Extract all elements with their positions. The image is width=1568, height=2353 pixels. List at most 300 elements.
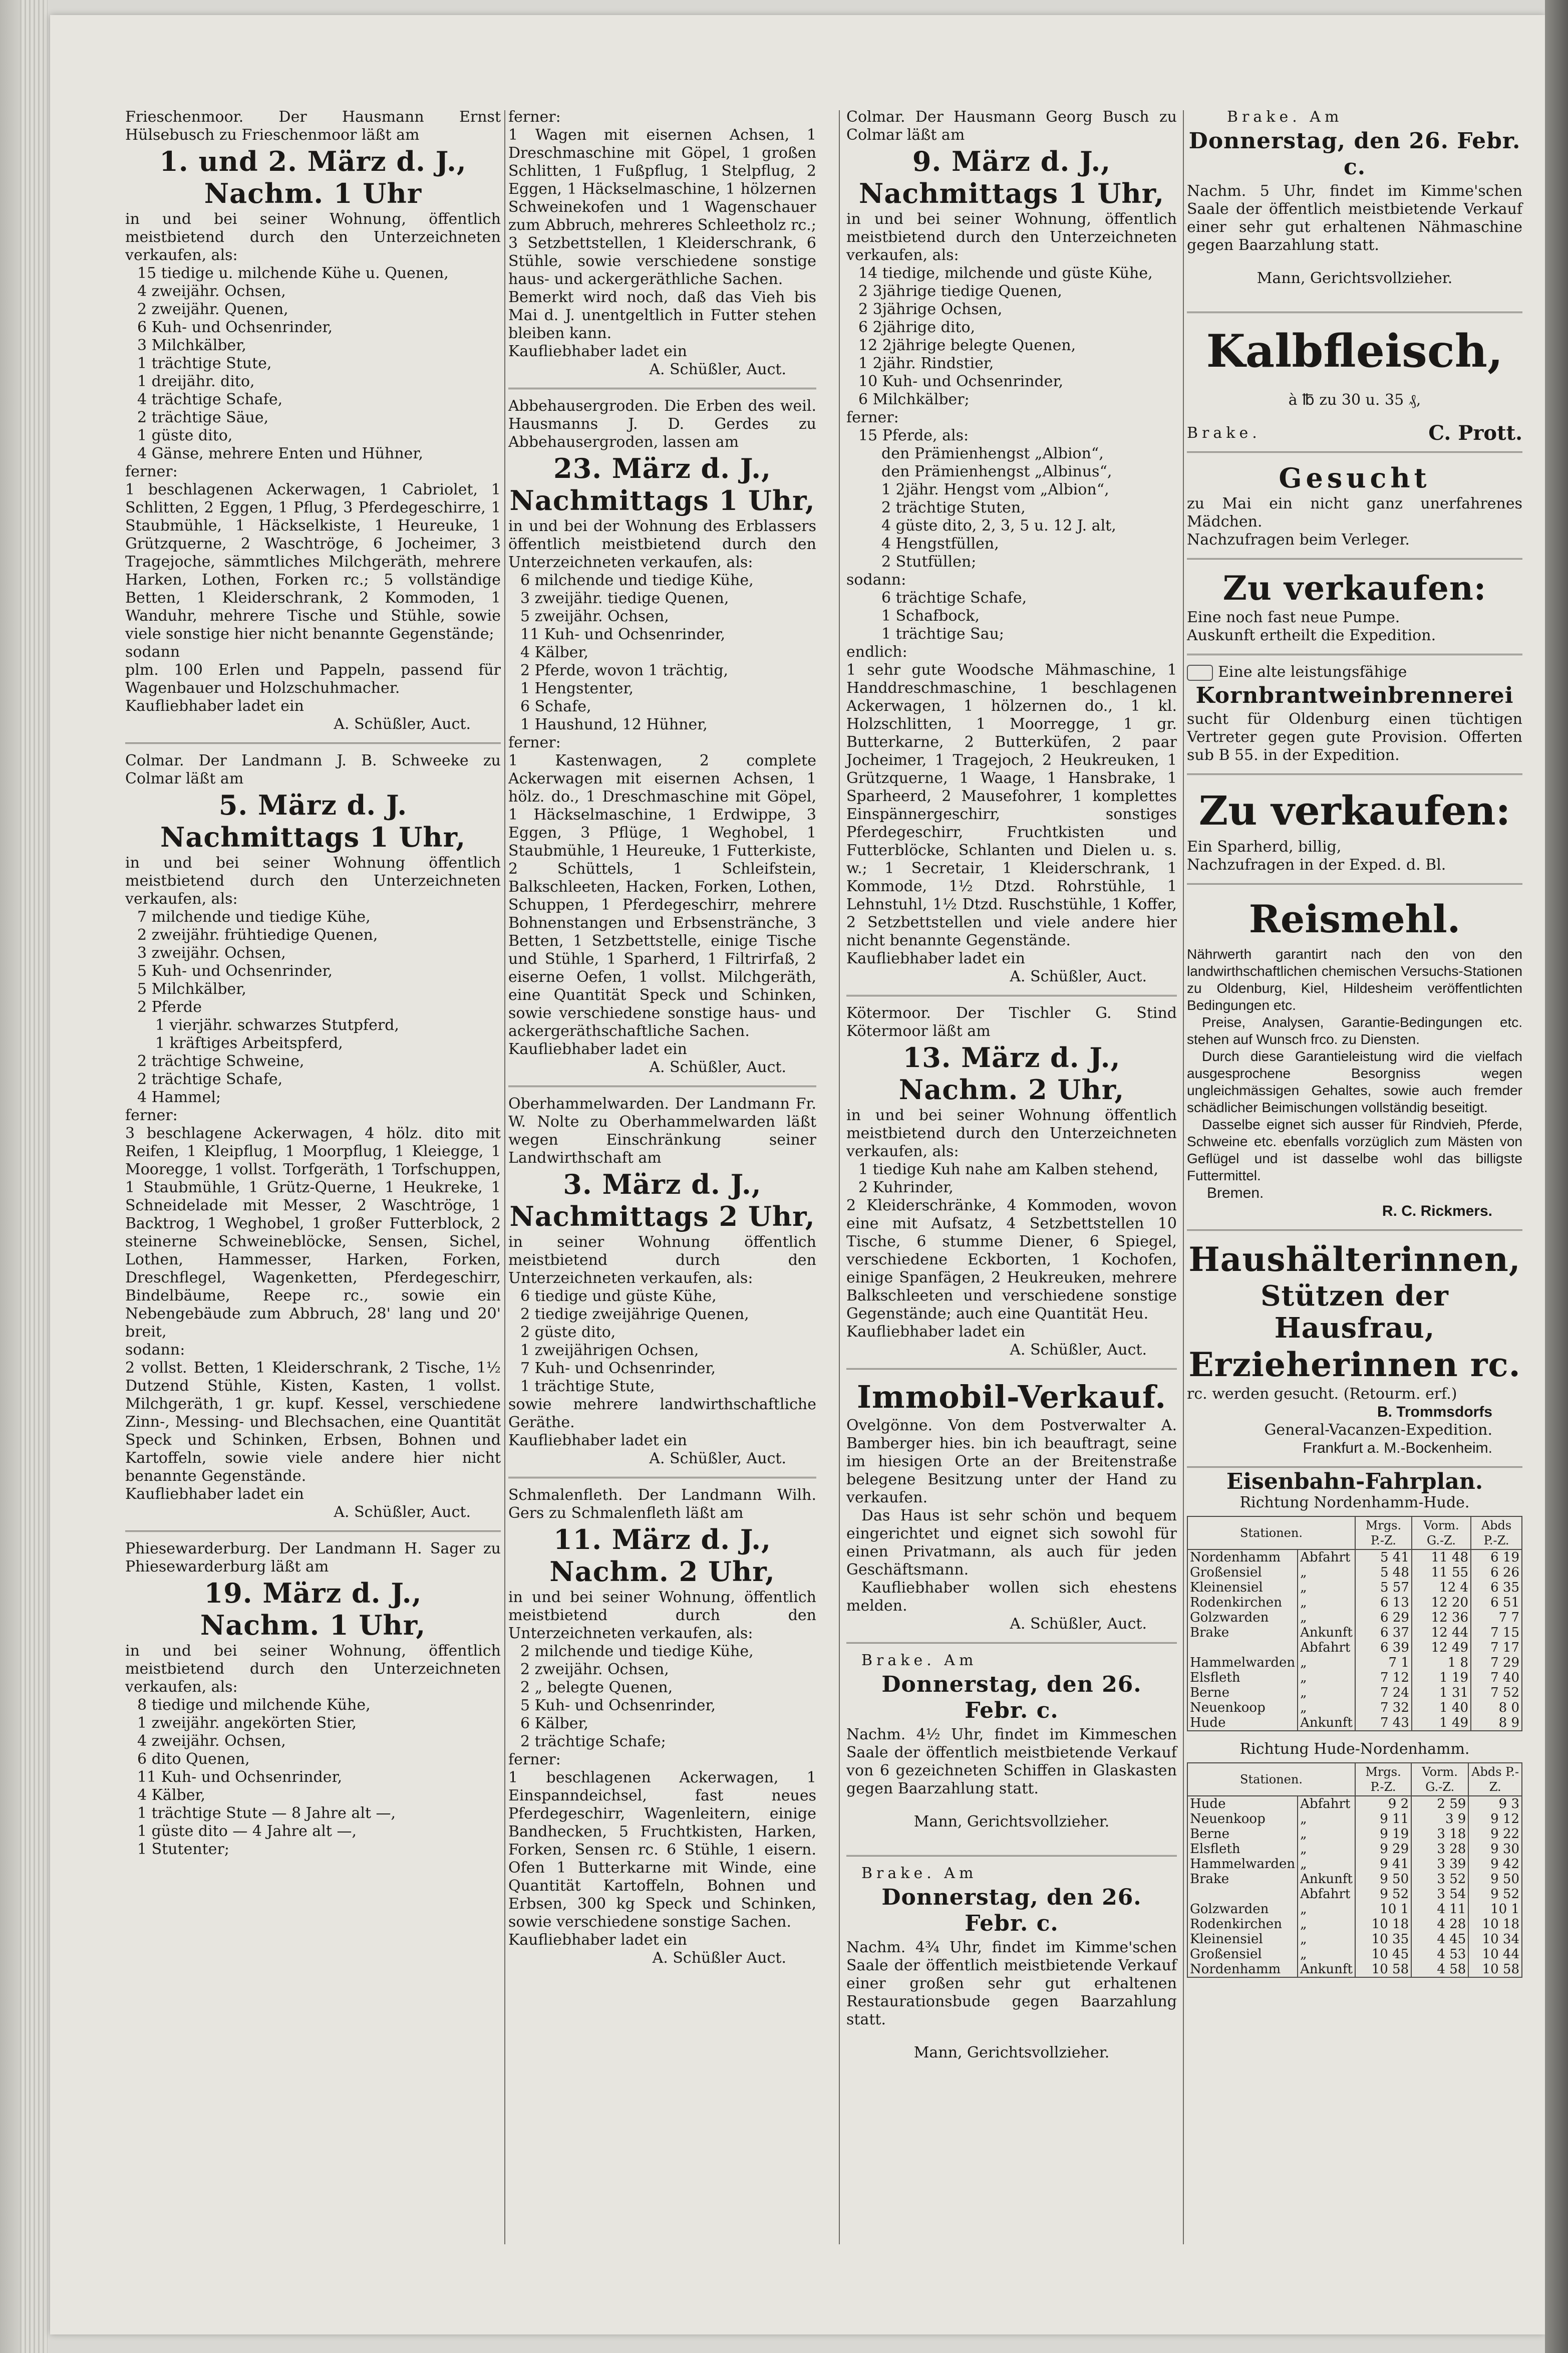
list-item: 6 Kuh- und Ochsenrinder, [137,319,333,336]
departure-time: 12 44 [1412,1625,1471,1640]
timetable-table [1187,1516,1522,1731]
ferner-label: ferner: [508,734,561,751]
ad-rest: 2 Kleiderschränke, 4 Kommoden, wovon eine mit Aufsatz, 4 Setzbettstellen 10 Tische, 6 stumme Diener, 6 Spiegel, verschiedene Eckborten, 1 Kochofen, einige Spanfägen, 2 Heukreuken, mehrere Balkschleeten und verschiedene sonstige Gegenstände; auch eine Quantität Heu. [846,1197,1177,1323]
table-row [1187,1549,1522,1565]
station-name: Elsfleth [1187,1670,1298,1685]
column-header: Abds P.-Z. [1471,1516,1522,1549]
table-row [1187,1715,1522,1731]
ad-time: Nachmittags 1 Uhr, [160,821,466,853]
ad-closing: Kaufliebhaber ladet ein [508,1931,687,1949]
list-item: 2 zweijähr. Ochsen, [520,1661,669,1678]
page-shadow-edge [1545,0,1568,2353]
departure-time: 5 41 [1355,1549,1412,1565]
arrival-departure: Ankunft [1298,1872,1355,1887]
list-item: 2 tiedige zweijährige Quenen, [520,1305,749,1323]
departure-time: 9 52 [1468,1887,1522,1902]
ad-time: Nachmittags 1 Uhr, [509,484,815,516]
ad-time: Nachm. 2 Uhr, [549,1555,775,1588]
station-name: Großensiel [1187,1565,1298,1580]
column-header: Stationen. [1187,1763,1355,1796]
station-name [1187,1640,1298,1655]
table-row [1187,1640,1522,1655]
timetable-body [1187,1796,1522,1977]
list-item: 4 Kälber, [137,1786,206,1804]
departure-time: 4 45 [1411,1932,1468,1947]
arrival-departure: „ [1298,1842,1355,1857]
list-item: 2 trächtige Säue, [137,409,269,426]
departure-time: 1 49 [1412,1715,1471,1731]
ad-date: 5. März d. J. [218,789,408,821]
departure-time: 7 32 [1355,1700,1412,1715]
arrival-departure: „ [1298,1947,1355,1962]
list-item: 2 trächtige Schafe, [137,1071,283,1088]
distillery-ad [1187,660,1522,775]
arrival-departure: „ [1298,1700,1355,1715]
column-1 [125,105,501,2259]
ad-time: Nachm. 1 Uhr [204,177,422,209]
arrival-departure: „ [1298,1811,1355,1826]
ad-signature: Frankfurt a. M.-Bockenheim. [1303,1440,1492,1456]
ad-ferner: 1 beschlagenen Ackerwagen, 1 Einspanndeichsel, fast neues Pferdegeschirr, Wagenleitern, einige Bandhecken, 5 Fruchtkisten, Harken, Forken, Sensen rc. 6 Stühle, 1 eisern. Ofen 1 Butterkarne mit Winde, eine Quantität Kartoffeln, Bohnen und Erbsen, 300 kg Speck und Schinken, sowie verschiedene sonstige Sachen. [508,1769,816,1931]
departure-time: 12 4 [1412,1580,1471,1595]
list-item: 4 trächtige Schafe, [137,391,283,408]
ad-endlich: 1 sehr gute Woodsche Mähmaschine, 1 Handdreschmaschine, 1 beschlagenen Ackerwagen, 1 hölzernen do., 1 kl. Holzschlitten, 1 Moorregge, 1 gr. Butterkarne, 2 Butterküfen, 2 paar Jocheimer, 1 Tragejoch, 2 Heukreuken, 1 Grützquerne, 1 Waage, 1 Hansbrake, 1 Sparheerd, 2 Mausefohrer, 1 komplettes Einspännergeschirr, sonstiges Pferdegeschirr, Fruchtkisten und Futterblöcke, Schlanten und Dielen u. s. w.; 1 Secretair, 1 Kleiderschrank, 1 Kommode, 1½ Dtzd. Rohrstühle, 1 Lehnstuhl, 1½ Dtzd. Ruschstühle, 1 Koffer, 2 Setzbettstellen und viele andere hier nicht benannte Gegenstände. [846,661,1177,949]
ad-ferner: 1 beschlagenen Ackerwagen, 1 Cabriolet, 1 Schlitten, 2 Eggen, 1 Pflug, 3 Pferdegeschirre, 1 Staubmühle, 1 Häckselkiste, 1 Heureuke, 1 Grützquerne, 2 Waschtröge, 6 Jocheimer, 3 Tragejoche, sämmtliches Milchgeräth, mehrere Harken, Lothen, Forken rc.; 5 vollständige Betten, 1 Kleiderschrank, 2 Kommoden, 1 Wanduhr, mehrere Tische und Stühle, sowie viele sonstige hier nicht benannte Gegenstände; [125,481,501,643]
station-name: Hude [1187,1796,1298,1811]
ad-footer [1187,421,1522,445]
ferner-label: ferner: [846,409,899,426]
departure-time: 7 12 [1355,1670,1412,1685]
departure-time: 10 58 [1468,1962,1522,1977]
column-header: Mrgs. P.-Z. [1355,1516,1412,1549]
ad-title: Immobil-Verkauf. [856,1379,1167,1415]
table-row [1187,1796,1522,1811]
table-row [1187,1932,1522,1947]
auction-ad-frieschenmoor [125,105,501,744]
table-row [1187,1887,1522,1902]
court-sale-ad [1187,105,1522,313]
list-item: 2 Pferde, wovon 1 trächtig, [520,662,729,679]
departure-time: 9 22 [1468,1826,1522,1842]
station-name: Nordenhamm [1187,1962,1298,1977]
station-name: Golzwarden [1187,1610,1298,1625]
ad-intro: Phiesewarderburg. Der Landmann H. Sager zu Phiesewarderburg läßt am [125,1540,501,1576]
arrival-departure: „ [1298,1685,1355,1700]
departure-time: 9 11 [1355,1811,1411,1826]
departure-time: 12 20 [1412,1595,1471,1610]
station-name: Kleinensiel [1187,1932,1298,1947]
departure-time: 3 28 [1411,1842,1468,1857]
ad-signature: A. Schüßler, Auct. [649,1450,786,1467]
arrival-departure: Abfahrt [1298,1887,1355,1902]
list-item: 3 zweijähr. tiedige Quenen, [520,590,729,607]
for-sale-ad [1187,565,1522,655]
real-estate-ad [846,1375,1177,1644]
ad-rest: sowie mehrere landwirthschaftliche Geräthe. [508,1396,816,1431]
table-row [1187,1947,1522,1962]
timetable-body [1187,1549,1522,1731]
table-row [1187,1580,1522,1595]
auction-ad-abbehausergroden [508,394,816,1087]
table-row [1187,1857,1522,1872]
departure-time: 6 37 [1355,1625,1412,1640]
auction-ad-koetermoor [846,1001,1177,1370]
station-name: Nordenhamm [1187,1549,1298,1565]
ad-date: Donnerstag, den 26. Febr. c. [881,1672,1142,1723]
list-item: 7 milchende und tiedige Kühe, [137,908,371,926]
departure-time: 7 17 [1471,1640,1522,1655]
list-item: 5 zweijähr. Ochsen, [520,608,669,625]
ad-signature: Mann, Gerichtsvollzieher. [913,1813,1110,1831]
wanted-ad [1187,458,1522,560]
departure-time: 9 50 [1355,1872,1411,1887]
auction-ad-continued [508,105,816,389]
list-item: 4 zweijähr. Ochsen, [137,283,286,300]
arrival-departure: Ankunft [1298,1625,1355,1640]
departure-time: 6 35 [1471,1580,1522,1595]
arrival-departure: „ [1298,1655,1355,1670]
list-item: 8 tiedige und milchende Kühe, [137,1696,371,1714]
departure-time: 7 1 [1355,1655,1412,1670]
arrival-departure: „ [1298,1932,1355,1947]
ad-time: Nachm. 1 Uhr, [200,1609,426,1641]
departure-time: 11 48 [1412,1549,1471,1565]
ad-closing: Kaufliebhaber wollen sich ehestens melden. [846,1579,1177,1615]
ad-intro: Frieschenmoor. Der Hausmann Ernst Hülsebusch zu Frieschenmoor läßt am [125,108,501,144]
column-header: Mrgs. P.-Z. [1355,1763,1411,1796]
ad-closing: Kaufliebhaber ladet ein [508,1432,687,1449]
ad-body: rc. werden gesucht. (Retourm. erf.) [1187,1385,1457,1403]
column-rule [1183,110,1184,2244]
ad-body: sucht für Oldenburg einen tüchtigen Vertreter gegen gute Provision. Offerten sub B 55. in der Expedition. [1187,710,1522,764]
station-name: Berne [1187,1685,1298,1700]
ad-lead-line [1187,663,1522,681]
list-item: 1 kräftiges Arbeitspferd, [155,1034,343,1052]
ad-date: 9. März d. J., [912,145,1111,177]
arrival-departure: „ [1298,1917,1355,1932]
departure-time: 7 43 [1355,1715,1412,1731]
timetable-title: Eisenbahn-Fahrplan. [1226,1469,1483,1494]
station-name [1187,1887,1298,1902]
list-item: 4 Hengstfüllen, [881,535,999,553]
arrival-departure: „ [1298,1595,1355,1610]
ad-lead: in und bei seiner Wohnung, öffentlich meistbietend durch den Unterzeichneten verkaufen, als: [125,1642,501,1696]
ad-note: Auskunft ertheilt die Expedition. [1187,627,1436,644]
column-rule [839,110,840,2244]
list-item: 1 zweijähr. angekörten Stier, [137,1714,357,1732]
list-item: 3 Milchkälber, [137,337,246,354]
ad-lead: in seiner Wohnung öffentlich meistbietend durch den Unterzeichneten verkaufen, als: [508,1233,816,1287]
departure-time: 8 9 [1471,1715,1522,1731]
ad-note: Nachzufragen in der Exped. d. Bl. [1187,856,1446,874]
arrival-departure: Ankunft [1298,1962,1355,1977]
for-sale-ad [1187,780,1522,885]
arrival-departure: „ [1298,1610,1355,1625]
ferner-label: ferner: [125,1107,178,1124]
station-name: Berne [1187,1826,1298,1842]
departure-time: 6 13 [1355,1595,1412,1610]
ad-signature: A. Schüßler, Auct. [1010,1615,1147,1633]
list-item: 11 Kuh- und Ochsenrinder, [137,1768,343,1786]
ad-sodann: plm. 100 Erlen und Pappeln, passend für Wagenbauer und Holzschuhmacher. [125,661,501,697]
ad-intro: Kötermoor. Der Tischler G. Stind Kötermoor läßt am [846,1004,1177,1040]
list-item: 4 Gänse, mehrere Enten und Hühner, [137,445,423,462]
rice-meal-ad [1187,890,1522,1231]
departure-time: 6 26 [1471,1565,1522,1580]
station-name: Hammelwarden [1187,1857,1298,1872]
list-item: 11 Kuh- und Ochsenrinder, [520,626,726,643]
ad-body: Eine noch fast neue Pumpe. [1187,609,1400,626]
list-item: 1 Schafbock, [881,607,980,625]
court-sale-ad [846,1649,1177,1857]
departure-time: 10 1 [1468,1902,1522,1917]
ad-ferner: 1 Wagen mit eisernen Achsen, 1 Dreschmaschine mit Göpel, 1 großen Schlitten, 1 Fußpflug, 1 Stelpflug, 2 Eggen, 1 Häckselmaschine, 1 hölzernen Schweinekofen und 1 Wagenschauer zum Abbruch, mehreres Schleetholz rc.; 3 Setzbettstellen, 1 Kleiderschrank, 6 Stühle, sowie verschiedene sonstige haus- und ackergeräthliche Sachen. [508,126,816,288]
column-rule [504,110,505,2244]
ad-body: Nachm. 4¾ Uhr, findet im Kimme'schen Saale der öffentlich meistbietende Verkauf einer großen sehr gut erhaltenen Restaurationsbude gegen Baarzahlung statt. [846,1939,1177,2028]
list-item: 6 Milchkälber; [858,391,970,408]
departure-time: 1 40 [1412,1700,1471,1715]
list-item: 6 Schafe, [520,698,591,715]
ad-body: Ein Sparherd, billig, [1187,838,1342,856]
ad-signature: Mann, Gerichtsvollzieher. [913,2044,1110,2061]
table-row [1187,1962,1522,1977]
list-item: 2 3jährige Ochsen, [858,301,1003,318]
list-item: 1 Hengstenter, [520,680,634,697]
list-item: 4 Hammel; [137,1089,221,1106]
ad-lead: in und bei seiner Wohnung, öffentlich meistbietend durch den Unterzeichneten verkaufen, als: [846,210,1177,264]
ad-lead: in und bei seiner Wohnung öffentlich meistbietend durch den Unterzeichneten verkaufen, als: [846,1107,1177,1160]
arrival-departure: Abfahrt [1298,1549,1355,1565]
ad-price: à ℔ zu 30 u. 35 ₰, [1288,391,1421,409]
ad-paragraph: Durch diese Garantieleistung wird die vielfach ausgesprochene Besorgniss wegen ungleichmässigen Gehaltes, sowie auch fremder schädlicher Beimischungen vollständig beseitigt. [1187,1049,1522,1115]
list-item: 1 güste dito, [137,427,233,444]
arrival-departure: „ [1298,1857,1355,1872]
station-name: Kleinensiel [1187,1580,1298,1595]
departure-time: 1 19 [1412,1670,1471,1685]
column-4 [1187,105,1522,2259]
list-item: 12 2jährige belegte Quenen, [858,337,1076,354]
ad-signature: R. C. Rickmers. [1382,1203,1492,1219]
list-item: 2 „ belegte Quenen, [520,1679,673,1696]
list-item: 1 trächtige Stute — 8 Jahre alt —, [137,1804,396,1822]
ad-body: zu Mai ein nicht ganz unerfahrenes Mädchen. [1187,495,1522,531]
ad-closing: Kaufliebhaber ladet ein [846,1323,1025,1341]
list-item: 1 Stutenter; [137,1841,229,1858]
list-item: 1 güste dito — 4 Jahre alt —, [137,1822,357,1840]
ad-intro: Abbehausergroden. Die Erben des weil. Hausmanns J. D. Gerdes zu Abbehausergroden, lassen am [508,397,816,451]
ad-place: Brake. Am [1227,108,1343,126]
departure-time: 6 51 [1471,1595,1522,1610]
departure-time: 12 49 [1412,1640,1471,1655]
departure-time: 4 58 [1411,1962,1468,1977]
ad-signature: A. Schüßler, Auct. [1010,968,1147,985]
departure-time: 10 45 [1355,1947,1411,1962]
table-row [1187,1685,1522,1700]
ad-paragraph: Nährwerth garantirt nach den von den landwirthschaftlichen chemischen Versuchs-Stationen zu Oldenburg, Kiel, Hildesheim veröffentlichten Bedingungen etc. [1187,946,1522,1013]
ad-ferner: 1 Kastenwagen, 2 complete Ackerwagen mit eisernen Achsen, 1 hölz. do., 1 Dreschmaschine mit Göpel, 1 Häckselmaschine, 1 Erdwippe, 3 Eggen, 3 Pflüge, 1 Weghobel, 1 Staubmühle, 1 Heureuke, 1 Futterkiste, 2 Schüttels, 1 Schleifstein, Balkschleeten, Hacken, Forken, Lothen, Schuppen, 1 Pferdegeschirr, mehrere Bohnenstangen und Erbsenstränche, 3 Betten, 1 Setzbettstelle, einige Tische und Stühle, 1 Sparherd, 1 Filtrirfaß, 2 eiserne Oefen, 1 vollst. Milchgeräth, eine Quantität Speck und Schinken, sowie verschiedene sonstige haus- und ackergeräthschaftliche Sachen. [508,752,816,1040]
departure-time: 1 8 [1412,1655,1471,1670]
list-item: 6 2jährige dito, [858,319,976,336]
arrival-departure: „ [1298,1902,1355,1917]
ad-closing: Kaufliebhaber ladet ein [508,343,687,360]
ad-lead: in und bei der Wohnung des Erblassers öffentlich meistbietend durch den Unterzeichneten verkaufen, als: [508,517,816,571]
sodann-label: sodann: [125,1341,185,1359]
timetable-direction: Richtung Hude-Nordenhamm. [1239,1740,1470,1758]
list-item: 1 dreijähr. dito, [137,373,255,390]
ad-signature: A. Schüßler, Auct. [334,1503,471,1521]
ad-body: Nachm. 5 Uhr, findet im Kimme'schen Saale der öffentlich meistbietende Verkauf einer sehr gut erhaltenen Nähmaschine gegen Baarzahlung statt. [1187,182,1522,254]
column-header: Vorm. G.-Z. [1411,1763,1468,1796]
list-item: 1 trächtige Stute, [137,355,272,372]
arrival-departure: Abfahrt [1298,1640,1355,1655]
list-item: 2 Kuhrinder, [858,1179,954,1196]
departure-time: 4 53 [1411,1947,1468,1962]
list-item: 2 trächtige Schweine, [137,1053,304,1070]
ad-note: Bemerkt wird noch, daß das Vieh bis Mai d. J. unentgeltlich in Futter stehen bleiben kann. [508,289,816,342]
list-item: 2 milchende und tiedige Kühe, [520,1643,754,1660]
station-name: Brake [1187,1872,1298,1887]
list-item: 1 vierjähr. schwarzes Stutpferd, [155,1016,399,1034]
ad-time: Nachmittags 1 Uhr, [858,177,1165,209]
departure-time: 7 24 [1355,1685,1412,1700]
table-row [1187,1811,1522,1826]
table-row [1187,1872,1522,1887]
railway-timetable [1187,1469,1522,1978]
auction-ad-phiesewarderburg [125,1537,501,1868]
list-item: 1 zweijährigen Ochsen, [520,1342,699,1359]
ad-date: Donnerstag, den 26. Febr. c. [1188,128,1521,180]
ad-title: Kornbrantweinbrennerei [1195,683,1514,708]
departure-time: 5 48 [1355,1565,1412,1580]
station-name: Neuenkoop [1187,1700,1298,1715]
ad-note: Nachzufragen beim Verleger. [1187,531,1410,549]
list-item: 15 Pferde, als: [858,427,969,444]
ad-title: Haushälterinnen, [1188,1240,1521,1279]
list-item: 1 tiedige Kuh nahe am Kalben stehend, [858,1161,1158,1178]
ad-title: Kalbfleisch, [1206,325,1503,378]
departure-time: 7 52 [1471,1685,1522,1700]
ad-date: 13. März d. J., [902,1041,1121,1074]
arrival-departure: „ [1298,1670,1355,1685]
list-item: 15 tiedige u. milchende Kühe u. Quenen, [137,265,449,282]
ad-signature: A. Schüßler, Auct. [649,1059,786,1076]
list-item: 7 Kuh- und Ochsenrinder, [520,1360,716,1377]
station-name: Brake [1187,1625,1298,1640]
table-row [1187,1902,1522,1917]
ad-body: Nachm. 4½ Uhr, findet im Kimmeschen Saale der öffentlich meistbietende Verkauf von 6 gezeichneten Schiffen in Glaskasten gegen Baarzahlung statt. [846,1726,1177,1797]
table-row [1187,1842,1522,1857]
station-name: Rodenkirchen [1187,1917,1298,1932]
departure-time: 9 41 [1355,1857,1411,1872]
departure-time: 3 18 [1411,1826,1468,1842]
station-name: Hude [1187,1715,1298,1731]
ad-paragraph: Dasselbe eignet sich ausser für Rindvieh, Pferde, Schweine etc. ebenfalls vorzüglich zum Mästen von Geflügel und ist dasselbe wohl das billigste Futtermittel. [1187,1117,1522,1183]
ad-title: Zu verkaufen: [1198,787,1511,834]
list-item: den Prämienhengst „Albion“, [881,445,1104,462]
departure-time: 10 18 [1355,1917,1411,1932]
ad-signature: A. Schüßler, Auct. [1010,1341,1147,1359]
arrival-departure: „ [1298,1565,1355,1580]
auction-ad-schmalenfleth [508,1483,816,1976]
ad-city: Bremen. [1207,1185,1264,1201]
departure-time: 4 11 [1411,1902,1468,1917]
column-2 [508,105,816,2259]
ad-lead: in und bei seiner Wohnung, öffentlich meistbietend durch den Unterzeichneten verkaufen, als: [125,210,501,264]
ad-sodann: 2 vollst. Betten, 1 Kleiderschrank, 2 Tische, 1½ Dutzend Stühle, Kisten, Kasten, 1 vollst. Milchgeräth, 1 gr. kupf. Kessel, verschiedene Zinn-, Messing- und Blechsachen, eine Quantität Speck und Schinken, Erbsen, Bohnen und Kartoffeln, sowie viele andere hier nicht benannte Gegenstände. [125,1359,501,1485]
ad-paragraph: Preise, Analysen, Garantie-Bedingungen etc. stehen auf Wunsch frco. zu Diensten. [1187,1014,1522,1047]
ad-date: 11. März d. J., [553,1523,771,1555]
ad-signature: B. Trommsdorfs [1377,1404,1492,1420]
list-item: 1 2jähr. Rindstier, [858,355,994,372]
list-item: 10 Kuh- und Ochsenrinder, [858,373,1064,390]
ad-title: Erzieherinnen rc. [1188,1345,1521,1384]
ad-intro: Colmar. Der Landmann J. B. Schweeke zu Colmar läßt am [125,752,501,788]
list-item: 2 zweijähr. frühtiedige Quenen, [137,926,378,944]
ad-title: Gesucht [1279,462,1431,494]
list-item: 1 trächtige Sau; [881,625,1005,643]
ferner-label: ferner: [508,1751,561,1768]
column-header: Abds P.-Z. [1468,1763,1522,1796]
station-name: Golzwarden [1187,1902,1298,1917]
departure-time: 12 36 [1412,1610,1471,1625]
ad-title: Stützen der Hausfrau, [1261,1279,1449,1345]
sodann-label: sodann: [846,571,906,589]
ad-signature: General-Vacanzen-Expedition. [1264,1421,1492,1439]
veal-ad [1187,318,1522,453]
ad-lead: Eine alte leistungsfähige [1218,663,1407,681]
pointing-hand-icon [1187,665,1213,681]
ferner-label: ferner: [508,108,561,126]
list-item: 4 güste dito, 2, 3, 5 u. 12 J. alt, [881,517,1116,535]
auction-ad-colmar-busch [846,105,1177,996]
table-row [1187,1670,1522,1685]
departure-time: 6 29 [1355,1610,1412,1625]
departure-time: 10 35 [1355,1932,1411,1947]
timetable-direction: Richtung Nordenhamm-Hude. [1239,1494,1470,1511]
auction-ad-colmar-schweeke [125,749,501,1532]
ad-place: Brake. [1187,424,1261,442]
departure-time: 7 29 [1471,1655,1522,1670]
departure-time: 9 3 [1468,1796,1522,1811]
table-row [1187,1700,1522,1715]
list-item: 6 tiedige und güste Kühe, [520,1287,717,1305]
ad-title: Zu verkaufen: [1222,569,1487,608]
list-item: den Prämienhengst „Albinus“, [881,463,1112,480]
ad-closing: Kaufliebhaber ladet ein [846,950,1025,967]
departure-time: 3 54 [1411,1887,1468,1902]
list-item: 4 zweijähr. Ochsen, [137,1732,286,1750]
departure-time: 1 31 [1412,1685,1471,1700]
column-header: Vorm. G.-Z. [1412,1516,1471,1549]
table-row [1187,1610,1522,1625]
list-item: 2 3jährige tiedige Quenen, [858,283,1062,300]
ad-closing: Kaufliebhaber ladet ein [125,1485,304,1503]
departure-time: 10 58 [1355,1962,1411,1977]
auction-ad-oberhammelwarden [508,1092,816,1478]
list-item: 1 2jähr. Hengst vom „Albion“, [881,481,1109,498]
ad-time: Nachmittags 2 Uhr, [509,1200,815,1232]
list-item: 6 Kälber, [520,1715,589,1732]
ad-intro: Ovelgönne. Von dem Postverwalter A. Bamberger hies. bin ich beauftragt, seine im hiesigen Orte an der Breitenstraße belegene Besitzung unter der Hand zu verkaufen. [846,1417,1177,1506]
departure-time: 10 44 [1468,1947,1522,1962]
departure-time: 10 18 [1468,1917,1522,1932]
table-row [1187,1625,1522,1640]
departure-time: 10 34 [1468,1932,1522,1947]
departure-time: 11 55 [1412,1565,1471,1580]
list-item: 5 Kuh- und Ochsenrinder, [137,962,333,980]
list-item: 2 trächtige Schafe; [520,1733,666,1750]
station-name: Großensiel [1187,1947,1298,1962]
